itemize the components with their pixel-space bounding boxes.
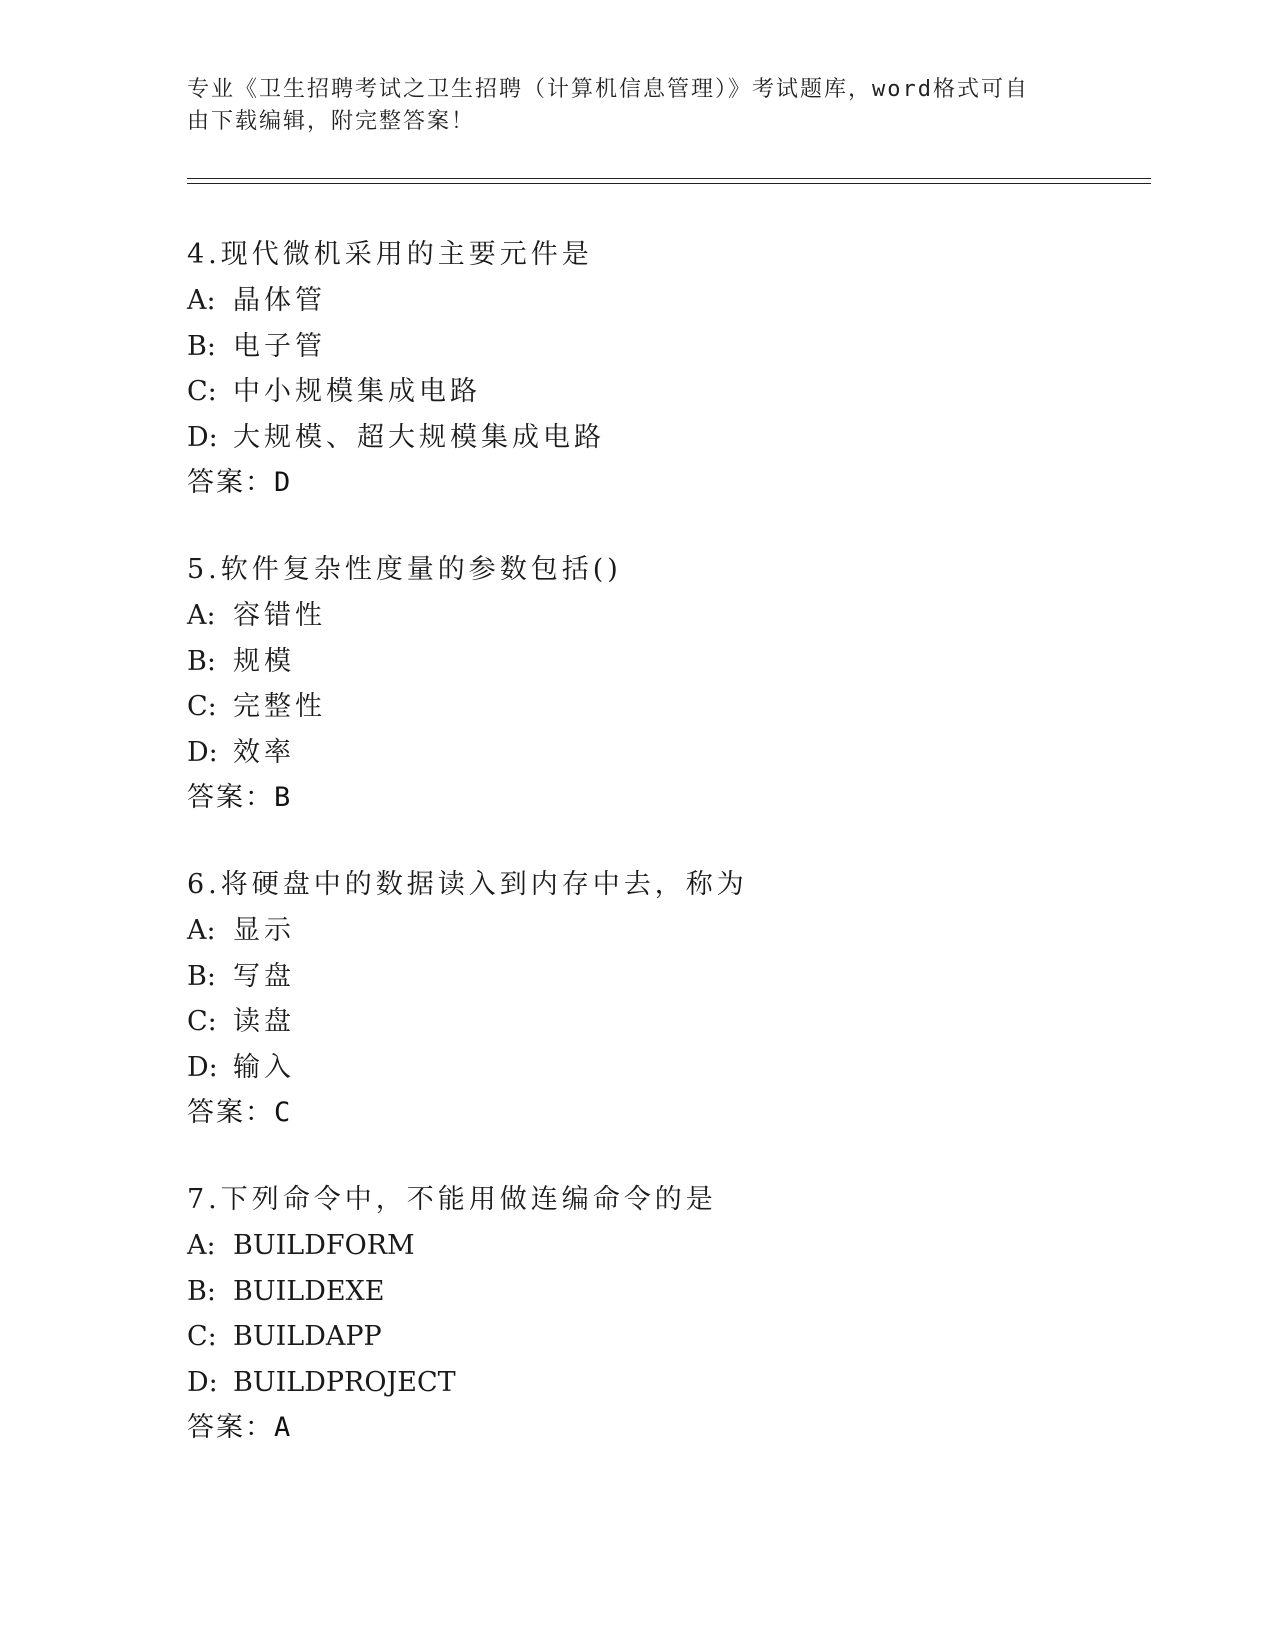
header-divider-bottom [187, 183, 1151, 184]
option-letter: A: [187, 285, 216, 316]
option-b [187, 954, 1147, 1000]
question-block [187, 547, 1147, 820]
answer-label: 答案： [187, 1412, 274, 1443]
option-b [187, 639, 1147, 685]
option-b [187, 1269, 1147, 1315]
option-text: 晶体管 [233, 285, 326, 316]
answer-label: 答案： [187, 467, 274, 498]
option-a [187, 278, 1147, 324]
answer-value: C [274, 1097, 291, 1128]
option-c [187, 1314, 1147, 1360]
option-text: 显示 [233, 915, 295, 946]
question-block [187, 232, 1147, 505]
option-a [187, 908, 1147, 954]
header-line-1: 专业《卫生招聘考试之卫生招聘（计算机信息管理）》考试题库，word格式可自 [187, 77, 1029, 102]
question-block [187, 1177, 1147, 1450]
option-letter: B: [187, 645, 216, 677]
answer-label: 答案： [187, 1097, 274, 1128]
option-letter: C: [187, 376, 217, 407]
option-letter: B: [187, 330, 216, 362]
option-text: 写盘 [233, 960, 295, 992]
option-c [187, 684, 1147, 730]
option-a [187, 593, 1147, 639]
option-text: 输入 [233, 1051, 295, 1083]
option-b [187, 324, 1147, 370]
option-c [187, 369, 1147, 415]
answer-value: D [274, 467, 291, 498]
document-header [187, 74, 1067, 138]
option-a [187, 1223, 1147, 1269]
option-text: 电子管 [233, 330, 326, 362]
option-letter: B: [187, 1275, 216, 1307]
question-stem: 5.软件复杂性度量的参数包括() [187, 554, 622, 585]
option-letter: D: [187, 1366, 218, 1398]
question-stem: 6.将硬盘中的数据读入到内存中去，称为 [187, 869, 748, 900]
option-d [187, 1360, 1147, 1406]
option-letter: B: [187, 960, 216, 992]
option-letter: C: [187, 691, 217, 722]
option-text: BUILDEXE [233, 1275, 385, 1307]
question-stem: 4.现代微机采用的主要元件是 [187, 239, 593, 270]
option-text: 完整性 [233, 691, 326, 722]
answer-value: A [274, 1412, 291, 1443]
answer [187, 460, 1147, 505]
question-block [187, 862, 1147, 1135]
answer [187, 1090, 1147, 1135]
answer [187, 775, 1147, 820]
option-letter: A: [187, 1230, 216, 1261]
option-c [187, 999, 1147, 1045]
option-text: 规模 [233, 645, 295, 677]
option-d [187, 730, 1147, 776]
option-text: 大规模、超大规模集成电路 [233, 421, 605, 453]
answer-label: 答案： [187, 782, 274, 813]
option-letter: C: [187, 1321, 217, 1352]
option-text: 容错性 [233, 600, 326, 631]
option-text: BUILDAPP [233, 1321, 382, 1352]
question-list [187, 232, 1147, 1450]
option-letter: A: [187, 600, 216, 631]
option-text: BUILDPROJECT [233, 1366, 456, 1398]
option-d [187, 415, 1147, 461]
question-stem: 7.下列命令中，不能用做连编命令的是 [187, 1184, 717, 1215]
header-line-2: 由下载编辑，附完整答案！ [187, 109, 476, 134]
option-letter: A: [187, 915, 216, 946]
option-text: 读盘 [233, 1006, 295, 1037]
option-d [187, 1045, 1147, 1091]
answer [187, 1405, 1147, 1450]
answer-value: B [274, 782, 291, 813]
option-letter: D: [187, 736, 218, 768]
option-letter: D: [187, 421, 218, 453]
header-divider-top [187, 178, 1151, 179]
option-letter: D: [187, 1051, 218, 1083]
option-text: 效率 [233, 736, 295, 768]
option-text: 中小规模集成电路 [233, 376, 481, 407]
option-text: BUILDFORM [233, 1230, 415, 1261]
option-letter: C: [187, 1006, 217, 1037]
